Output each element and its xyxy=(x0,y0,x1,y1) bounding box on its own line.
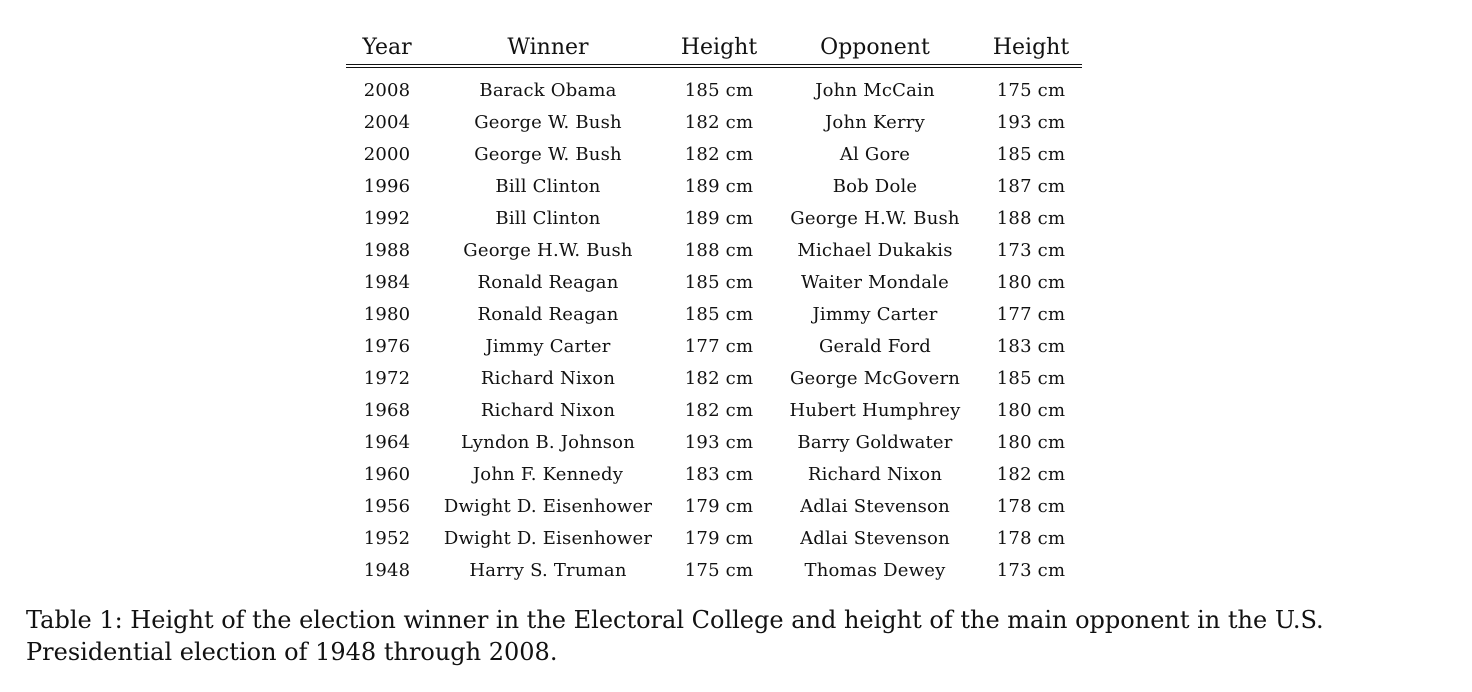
table-caption: Table 1: Height of the election winner in the Electoral College and height of the main opponent in the U.S. Presidential election of 1948 through 2008. xyxy=(26,606,1324,666)
year-cell: 1972 xyxy=(363,367,411,389)
year-cell: 1980 xyxy=(363,303,411,325)
opponent-height-cell: 178 cm xyxy=(996,495,1066,517)
winner-cell: Ronald Reagan xyxy=(477,271,619,293)
opponent-cell: Gerald Ford xyxy=(818,335,932,357)
header-winner-height: Height xyxy=(668,30,770,66)
header-opponent-height: Height xyxy=(980,30,1082,66)
year-cell: 1992 xyxy=(363,207,411,229)
year-cell: 2008 xyxy=(363,79,411,101)
winner-cell: Dwight D. Eisenhower xyxy=(443,495,653,517)
opponent-height-cell: 183 cm xyxy=(996,335,1066,357)
opponent-cell: Thomas Dewey xyxy=(804,559,946,581)
opponent-height-cell: 187 cm xyxy=(996,175,1066,197)
opponent-height-cell: 180 cm xyxy=(996,431,1066,453)
year-cell: 1960 xyxy=(363,463,411,485)
winner-height-cell: 185 cm xyxy=(684,271,754,293)
year-cell: 1952 xyxy=(363,527,411,549)
opponent-cell: Michael Dukakis xyxy=(797,239,953,261)
winner-height-cell: 189 cm xyxy=(684,175,754,197)
header-year: Year xyxy=(346,30,428,66)
year-cell: 1964 xyxy=(363,431,411,453)
table-row xyxy=(346,170,1082,202)
winner-height-cell: 177 cm xyxy=(684,335,754,357)
table-row xyxy=(346,394,1082,426)
year-cell: 2004 xyxy=(363,111,411,133)
opponent-cell: Richard Nixon xyxy=(807,463,943,485)
opponent-cell: John Kerry xyxy=(825,111,925,133)
table-row xyxy=(346,266,1082,298)
opponent-height-cell: 180 cm xyxy=(996,399,1066,421)
opponent-cell: Waiter Mondale xyxy=(801,271,949,293)
winner-height-cell: 182 cm xyxy=(684,367,754,389)
winner-height-cell: 189 cm xyxy=(684,207,754,229)
winner-height-cell: 185 cm xyxy=(684,303,754,325)
winner-cell: Richard Nixon xyxy=(480,399,616,421)
opponent-height-cell: 173 cm xyxy=(996,239,1066,261)
winner-height-cell: 183 cm xyxy=(684,463,754,485)
opponent-cell: Jimmy Carter xyxy=(812,303,938,325)
opponent-height-cell: 185 cm xyxy=(996,367,1066,389)
opponent-cell: George H.W. Bush xyxy=(790,207,960,229)
table-header-row xyxy=(346,30,1082,66)
year-cell: 1988 xyxy=(363,239,411,261)
table-row xyxy=(346,298,1082,330)
year-cell: 1956 xyxy=(363,495,411,517)
winner-cell: George W. Bush xyxy=(474,111,622,133)
winner-height-cell: 182 cm xyxy=(684,143,754,165)
winner-cell: Ronald Reagan xyxy=(477,303,619,325)
winner-height-cell: 179 cm xyxy=(684,527,754,549)
winner-cell: Dwight D. Eisenhower xyxy=(443,527,653,549)
winner-cell: George W. Bush xyxy=(474,143,622,165)
header-winner: Winner xyxy=(428,30,668,66)
opponent-cell: Barry Goldwater xyxy=(797,431,953,453)
winner-cell: John F. Kennedy xyxy=(472,463,624,485)
winner-cell: Bill Clinton xyxy=(495,207,601,229)
winner-cell: George H.W. Bush xyxy=(463,239,633,261)
opponent-height-cell: 185 cm xyxy=(996,143,1066,165)
opponent-cell: Al Gore xyxy=(839,143,911,165)
opponent-cell: Adlai Stevenson xyxy=(800,495,950,517)
winner-height-cell: 193 cm xyxy=(684,431,754,453)
winner-cell: Jimmy Carter xyxy=(485,335,611,357)
opponent-height-cell: 180 cm xyxy=(996,271,1066,293)
year-cell: 1984 xyxy=(363,271,411,293)
opponent-cell: John McCain xyxy=(815,79,935,101)
cropped-text-fragment xyxy=(130,0,310,4)
winner-cell: Bill Clinton xyxy=(495,175,601,197)
opponent-cell: Bob Dole xyxy=(832,175,918,197)
opponent-cell: Adlai Stevenson xyxy=(800,527,950,549)
table-row xyxy=(346,106,1082,138)
winner-cell: Lyndon B. Johnson xyxy=(460,431,636,453)
table-row xyxy=(346,234,1082,266)
table-row xyxy=(346,522,1082,554)
year-cell: 1948 xyxy=(363,559,411,581)
table-row xyxy=(346,202,1082,234)
winner-cell: Barack Obama xyxy=(479,79,617,101)
winner-cell: Harry S. Truman xyxy=(469,559,627,581)
opponent-height-cell: 175 cm xyxy=(996,79,1066,101)
table-row xyxy=(346,458,1082,490)
opponent-cell: Hubert Humphrey xyxy=(789,399,961,421)
year-cell: 1976 xyxy=(363,335,411,357)
opponent-height-cell: 188 cm xyxy=(996,207,1066,229)
table-row xyxy=(346,426,1082,458)
opponent-height-cell: 177 cm xyxy=(996,303,1066,325)
opponent-height-cell: 173 cm xyxy=(996,559,1066,581)
winner-height-cell: 185 cm xyxy=(684,79,754,101)
election-height-table xyxy=(346,30,1082,586)
table-row xyxy=(346,330,1082,362)
opponent-height-cell: 193 cm xyxy=(996,111,1066,133)
winner-height-cell: 179 cm xyxy=(684,495,754,517)
table-row xyxy=(346,554,1082,586)
opponent-cell: George McGovern xyxy=(789,367,961,389)
winner-height-cell: 188 cm xyxy=(684,239,754,261)
opponent-height-cell: 178 cm xyxy=(996,527,1066,549)
year-cell: 1996 xyxy=(363,175,411,197)
opponent-height-cell: 182 cm xyxy=(996,463,1066,485)
table-row xyxy=(346,362,1082,394)
table-row xyxy=(346,138,1082,170)
winner-height-cell: 182 cm xyxy=(684,111,754,133)
winner-height-cell: 175 cm xyxy=(684,559,754,581)
year-cell: 2000 xyxy=(363,143,411,165)
table-row xyxy=(346,490,1082,522)
header-opponent: Opponent xyxy=(770,30,980,66)
winner-cell: Richard Nixon xyxy=(480,367,616,389)
table-row xyxy=(346,66,1082,106)
table-body xyxy=(346,66,1082,586)
year-cell: 1968 xyxy=(363,399,411,421)
winner-height-cell: 182 cm xyxy=(684,399,754,421)
